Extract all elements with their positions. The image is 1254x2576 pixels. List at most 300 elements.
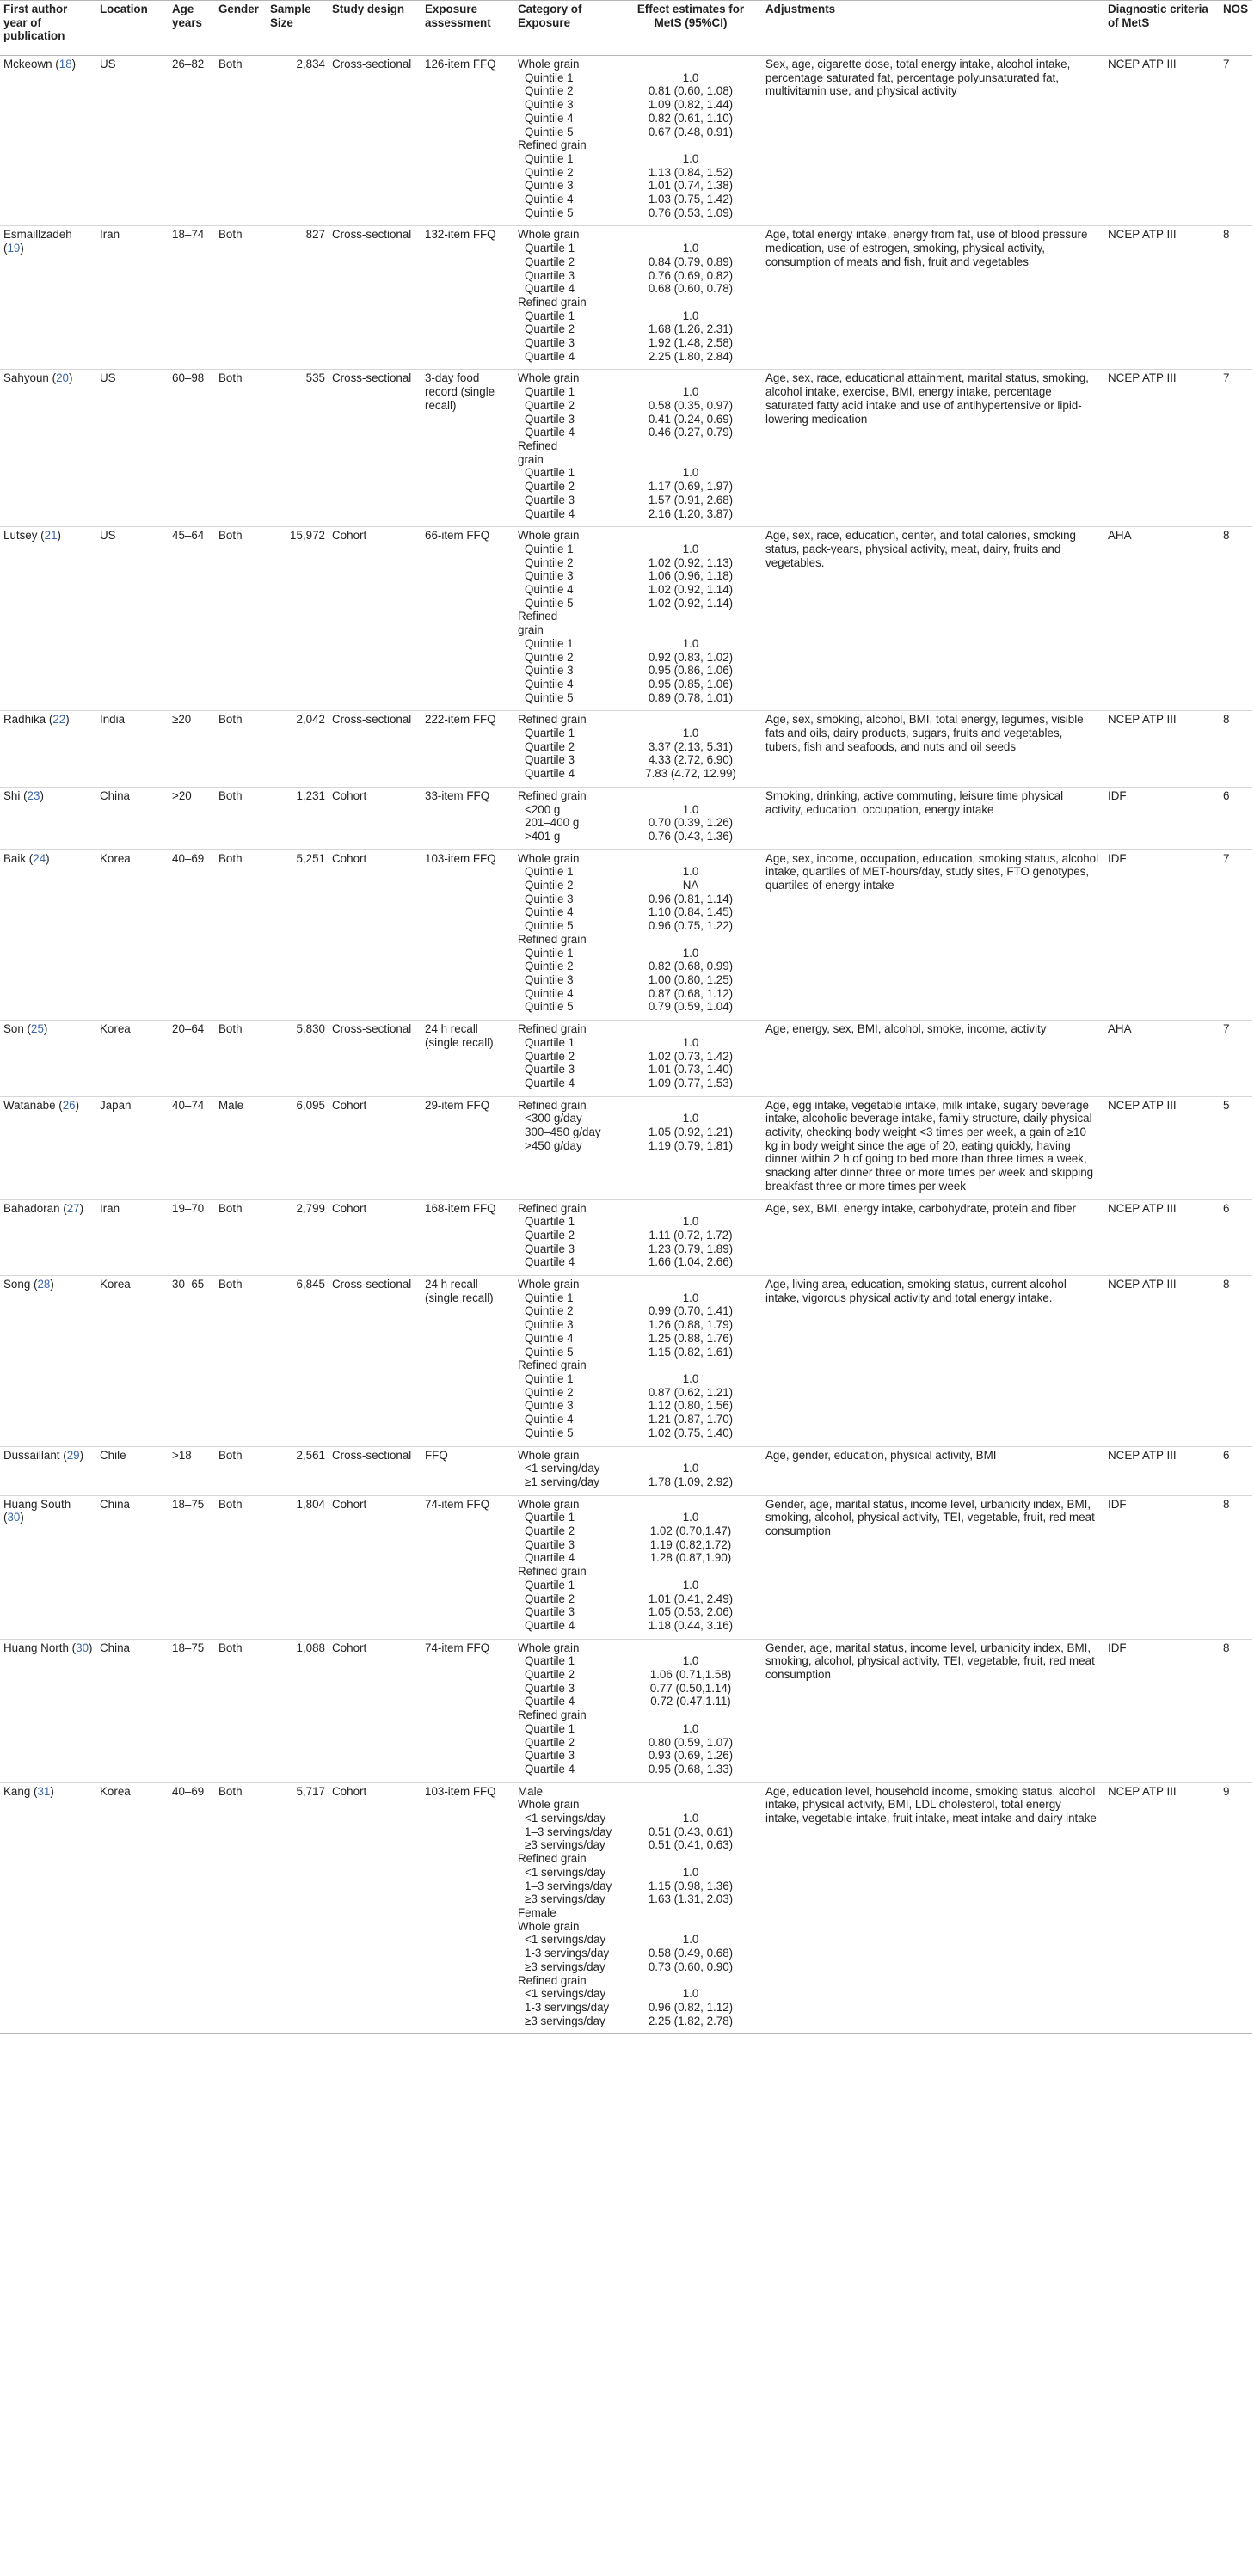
effect-estimate: 0.76 (0.69, 0.82) xyxy=(648,268,734,282)
effect-estimate: 1.15 (0.98, 1.36) xyxy=(648,1879,734,1892)
category-level: Quartile 4 xyxy=(525,1076,575,1089)
header-exposure-assessment: Exposure assessment xyxy=(421,1,514,56)
cell-diagnostic-criteria: IDF xyxy=(1104,849,1220,1020)
effect-estimate: 0.95 (0.86, 1.06) xyxy=(648,664,734,678)
effect-estimate: 1.15 (0.82, 1.61) xyxy=(648,1345,734,1359)
cell-gender: Both xyxy=(215,1782,267,2034)
effect-estimate xyxy=(623,439,759,453)
category-level: Quintile 2 xyxy=(525,1304,574,1318)
cell-adjustments: Age, sex, BMI, energy intake, carbohydrate, protein and fiber xyxy=(762,1199,1104,1276)
cell-author: Mckeown (18) xyxy=(0,56,96,226)
category-heading: Whole grain xyxy=(518,228,580,242)
effect-estimate: 0.68 (0.60, 0.78) xyxy=(648,282,734,296)
effect-estimate: 1.66 (1.04, 2.66) xyxy=(648,1255,734,1269)
author-name: Watanabe xyxy=(3,1098,56,1112)
category-level: Quartile 2 xyxy=(525,1524,575,1538)
effect-estimate xyxy=(623,1202,759,1216)
category-level: Quartile 1 xyxy=(525,727,575,740)
table-row xyxy=(0,370,1252,527)
effect-estimate xyxy=(623,1449,759,1463)
header-study-design: Study design xyxy=(329,1,421,56)
citation-ref: 23 xyxy=(27,788,40,802)
effect-estimate xyxy=(623,1641,759,1655)
category-level: Quintile 5 xyxy=(525,125,574,138)
cell-diagnostic-criteria: AHA xyxy=(1104,1021,1220,1097)
effect-estimate: 1.05 (0.92, 1.21) xyxy=(648,1125,734,1139)
citation-ref: 22 xyxy=(52,713,66,727)
header-age: Age years xyxy=(169,1,215,56)
cell-sample-size: 15,972 xyxy=(267,527,329,711)
author-name: Bahadoran xyxy=(3,1201,60,1215)
cell-diagnostic-criteria: IDF xyxy=(1104,1495,1220,1639)
cell-effect xyxy=(619,787,762,849)
cell-author: Huang South (30) xyxy=(0,1495,96,1639)
category-level: Quartile 3 xyxy=(525,753,575,767)
category-level: Quintile 1 xyxy=(525,542,574,555)
header-author: First author year of publication xyxy=(0,1,96,56)
category-level: ≥3 servings/day xyxy=(525,1892,605,1906)
citation-ref: 20 xyxy=(56,371,69,385)
cell-effect xyxy=(619,527,762,711)
category-heading: Whole grain xyxy=(518,1448,580,1462)
cell-location: China xyxy=(96,1639,169,1782)
cell-exposure-assessment: FFQ xyxy=(421,1446,514,1495)
author-name: Huang South xyxy=(3,1497,71,1511)
category-level: Quartile 2 xyxy=(525,1228,575,1242)
cell-effect xyxy=(619,56,762,226)
effect-estimate: 0.89 (0.78, 1.01) xyxy=(648,690,734,704)
effect-estimate: 1.0 xyxy=(682,1462,699,1475)
category-level: Quartile 2 xyxy=(525,1049,575,1063)
cell-diagnostic-criteria: NCEP ATP III xyxy=(1104,1446,1220,1495)
citation-ref: 30 xyxy=(76,1641,89,1654)
cell-location: US xyxy=(96,527,169,711)
cell-age: 40–69 xyxy=(169,1782,215,2034)
effect-estimate: 0.95 (0.85, 1.06) xyxy=(648,677,734,690)
cell-adjustments: Age, sex, income, occupation, education, smoking status, alcohol intake, quartiles of MET-hours/day, study sites, FTO genotypes, quartiles of energy intake xyxy=(762,849,1104,1020)
effect-estimate: 1.68 (1.26, 2.31) xyxy=(648,322,734,336)
cell-effect xyxy=(619,1782,762,2034)
table-header xyxy=(0,1,1252,56)
effect-estimate: 0.77 (0.50,1.14) xyxy=(649,1681,732,1695)
cell-adjustments: Age, gender, education, physical activity, BMI xyxy=(762,1446,1104,1495)
effect-estimate: 1.02 (0.92, 1.14) xyxy=(648,583,734,597)
effect-estimate xyxy=(623,1708,759,1722)
effect-estimate: 1.02 (0.70,1.47) xyxy=(649,1524,732,1538)
effect-estimate xyxy=(623,1798,759,1812)
effect-estimate xyxy=(623,1974,759,1988)
category-level: Quintile 4 xyxy=(525,1331,574,1345)
cell-nos: 7 xyxy=(1220,849,1252,1020)
category-heading: Whole grain xyxy=(518,58,580,71)
cell-age: 26–82 xyxy=(169,56,215,226)
citation-ref: 26 xyxy=(62,1098,76,1112)
cell-nos: 8 xyxy=(1220,1639,1252,1782)
category-level: Quintile 1 xyxy=(525,946,574,960)
effect-estimate: 1.0 xyxy=(682,865,699,879)
cell-author: Shi (23) xyxy=(0,787,96,849)
cell-category xyxy=(514,849,619,1020)
cell-category xyxy=(514,1782,619,2034)
citation-ref: 19 xyxy=(7,242,21,255)
cell-sample-size: 535 xyxy=(267,370,329,527)
effect-estimate xyxy=(623,789,759,803)
cell-gender: Both xyxy=(215,370,267,527)
cell-study-design: Cohort xyxy=(329,1495,421,1639)
category-level: Quartile 4 xyxy=(525,426,575,439)
cell-diagnostic-criteria: NCEP ATP III xyxy=(1104,370,1220,527)
cell-nos: 7 xyxy=(1220,56,1252,226)
cell-effect xyxy=(619,1096,762,1199)
effect-estimate: 2.25 (1.82, 2.78) xyxy=(648,2014,734,2027)
author-name: Huang North xyxy=(3,1641,69,1654)
cell-category xyxy=(514,1495,619,1639)
cell-effect xyxy=(619,1276,762,1446)
cell-effect xyxy=(619,1446,762,1495)
category-level: Quintile 3 xyxy=(525,569,574,583)
effect-estimate: 1.0 xyxy=(682,242,699,255)
cell-effect xyxy=(619,226,762,370)
cell-author: Radhika (22) xyxy=(0,711,96,788)
cell-author: Sahyoun (20) xyxy=(0,370,96,527)
category-level: Quintile 5 xyxy=(525,205,574,219)
table-row xyxy=(0,1021,1252,1097)
effect-estimate: 3.37 (2.13, 5.31) xyxy=(648,739,734,753)
category-level: Quintile 5 xyxy=(525,690,574,704)
cell-adjustments: Smoking, drinking, active commuting, leisure time physical activity, education, occupation, energy intake xyxy=(762,787,1104,849)
effect-estimate: 1.0 xyxy=(682,727,699,740)
category-heading: Refined grain xyxy=(518,1973,587,1987)
cell-diagnostic-criteria: NCEP ATP III xyxy=(1104,226,1220,370)
cell-nos: 5 xyxy=(1220,1096,1252,1199)
header-category: Category of Exposure xyxy=(514,1,619,56)
effect-estimate: 1.0 xyxy=(682,151,699,165)
header-diagnostic-criteria: Diagnostic criteria of MetS xyxy=(1104,1,1220,56)
cell-nos: 6 xyxy=(1220,1199,1252,1276)
effect-estimate: 1.0 xyxy=(682,1371,699,1385)
citation-ref: 28 xyxy=(37,1278,51,1291)
category-heading: Refined grain xyxy=(518,713,587,727)
cell-gender: Both xyxy=(215,1199,267,1276)
effect-estimate xyxy=(623,852,759,866)
category-level: Quintile 2 xyxy=(525,879,574,892)
cell-nos: 8 xyxy=(1220,527,1252,711)
cell-study-design: Cohort xyxy=(329,527,421,711)
cell-author: Esmaillzadeh (19) xyxy=(0,226,96,370)
category-level: Quartile 1 xyxy=(525,466,575,480)
category-heading: Refined grain xyxy=(518,1359,587,1372)
cell-study-design: Cross-sectional xyxy=(329,56,421,226)
category-level: <1 servings/day xyxy=(525,1865,606,1879)
cell-sample-size: 2,834 xyxy=(267,56,329,226)
category-level: Quartile 3 xyxy=(525,1605,575,1619)
cell-location: China xyxy=(96,1495,169,1639)
author-name: Radhika xyxy=(3,713,46,727)
effect-estimate: 1.0 xyxy=(682,1987,699,2001)
category-level: Quintile 5 xyxy=(525,919,574,933)
citation-ref: 31 xyxy=(37,1784,51,1798)
effect-estimate: 0.99 (0.70, 1.41) xyxy=(648,1304,734,1318)
cell-adjustments: Age, egg intake, vegetable intake, milk intake, sugary beverage intake, alcoholic beverage intake, family structure, daily physical activity, checking body weight <3 times per week, a gain of ≥10 kg in body weight since the age of 20, eating quickly, having dinner within 2 h of going to bed more than three times a week, snacking after dinner three or more times per week and skipping breakfast three or more times per week xyxy=(762,1096,1104,1199)
cell-adjustments: Age, total energy intake, energy from fat, use of blood pressure medication, use of estrogen, smoking, physical activity, consumption of meats and fish, fruit and vegetables xyxy=(762,226,1104,370)
cell-study-design: Cross-sectional xyxy=(329,711,421,788)
cell-author: Lutsey (21) xyxy=(0,527,96,711)
table-row xyxy=(0,1199,1252,1276)
effect-estimate: 1.17 (0.69, 1.97) xyxy=(648,480,734,494)
cell-diagnostic-criteria: NCEP ATP III xyxy=(1104,1199,1220,1276)
effect-estimate: 1.21 (0.87, 1.70) xyxy=(648,1413,734,1426)
category-level: Quintile 3 xyxy=(525,1399,574,1413)
author-name: Mckeown xyxy=(3,58,52,71)
cell-adjustments: Age, living area, education, smoking status, current alcohol intake, vigorous physical activity and total energy intake. xyxy=(762,1276,1104,1446)
effect-estimate: 1.10 (0.84, 1.45) xyxy=(648,905,734,919)
cell-location: Iran xyxy=(96,226,169,370)
table-body xyxy=(0,56,1252,2034)
header-sample-size: Sample Size xyxy=(267,1,329,56)
table-row xyxy=(0,1495,1252,1639)
category-level: Quartile 3 xyxy=(525,1749,575,1763)
table-row xyxy=(0,1096,1252,1199)
category-level: ≥3 servings/day xyxy=(525,1960,605,1973)
cell-age: 40–74 xyxy=(169,1096,215,1199)
category-level: Quintile 3 xyxy=(525,1318,574,1332)
cell-location: Chile xyxy=(96,1446,169,1495)
category-level: Quartile 4 xyxy=(525,1618,575,1632)
cell-exposure-assessment: 29-item FFQ xyxy=(421,1096,514,1199)
effect-estimate: 1.11 (0.72, 1.72) xyxy=(649,1228,733,1242)
cell-location: Korea xyxy=(96,1782,169,2034)
effect-estimate xyxy=(623,713,759,727)
effect-estimate: 0.87 (0.68, 1.12) xyxy=(648,986,734,1000)
citation-ref: 21 xyxy=(44,529,58,543)
cell-effect xyxy=(619,370,762,527)
category-heading: Male xyxy=(518,1784,544,1798)
effect-estimate xyxy=(623,529,759,543)
effect-estimate xyxy=(623,1565,759,1579)
category-level: Quintile 3 xyxy=(525,98,574,112)
category-level: Quartile 4 xyxy=(525,767,575,781)
effect-estimate: 1.06 (0.71,1.58) xyxy=(649,1668,732,1682)
author-name: Song xyxy=(3,1278,31,1291)
cell-exposure-assessment: 74-item FFQ xyxy=(421,1639,514,1782)
cell-sample-size: 5,251 xyxy=(267,849,329,1020)
category-level: Quartile 1 xyxy=(525,1721,575,1735)
category-level: 1-3 servings/day xyxy=(525,1947,610,1960)
cell-adjustments: Age, energy, sex, BMI, alcohol, smoke, income, activity xyxy=(762,1021,1104,1097)
category-heading: Whole grain xyxy=(518,1278,580,1291)
category-level: Quintile 2 xyxy=(525,165,574,179)
header-adjustments: Adjustments xyxy=(762,1,1104,56)
header-effect-estimates: Effect estimates for MetS (95%CI) xyxy=(619,1,762,56)
effect-estimate: 1.01 (0.74, 1.38) xyxy=(648,179,734,193)
cell-nos: 9 xyxy=(1220,1782,1252,2034)
cell-age: 40–69 xyxy=(169,849,215,1020)
effect-estimate xyxy=(623,1920,759,1934)
effect-estimate: 1.0 xyxy=(682,309,699,322)
effect-estimate: 0.82 (0.61, 1.10) xyxy=(648,111,734,125)
citation-ref: 27 xyxy=(66,1201,80,1215)
cell-category xyxy=(514,1639,619,1782)
cell-location: China xyxy=(96,787,169,849)
cell-sample-size: 2,561 xyxy=(267,1446,329,1495)
cell-nos: 7 xyxy=(1220,1021,1252,1097)
cell-gender: Both xyxy=(215,1639,267,1782)
cell-sample-size: 1,231 xyxy=(267,787,329,849)
cell-location: Korea xyxy=(96,849,169,1020)
cell-exposure-assessment: 33-item FFQ xyxy=(421,787,514,849)
category-level: Quintile 4 xyxy=(525,193,574,206)
category-level: Quartile 1 xyxy=(525,1578,575,1592)
category-level: Quartile 1 xyxy=(525,1215,575,1229)
category-level: Quartile 3 xyxy=(525,336,575,350)
category-level: Quartile 2 xyxy=(525,1592,575,1605)
cell-location: Japan xyxy=(96,1096,169,1199)
effect-estimate: 0.58 (0.49, 0.68) xyxy=(648,1947,734,1960)
cell-author: Watanabe (26) xyxy=(0,1096,96,1199)
cell-diagnostic-criteria: AHA xyxy=(1104,527,1220,711)
cell-exposure-assessment: 132-item FFQ xyxy=(421,226,514,370)
category-heading: Whole grain xyxy=(518,1641,580,1654)
cell-age: ≥20 xyxy=(169,711,215,788)
table-row xyxy=(0,787,1252,849)
cell-diagnostic-criteria: NCEP ATP III xyxy=(1104,56,1220,226)
category-level: Quintile 4 xyxy=(525,677,574,690)
category-level: Quintile 5 xyxy=(525,1345,574,1359)
effect-estimate: NA xyxy=(682,879,699,892)
effect-estimate: 1.0 xyxy=(682,1721,699,1735)
cell-effect xyxy=(619,1199,762,1276)
effect-estimate: 1.0 xyxy=(682,802,699,816)
category-heading: Refined grain xyxy=(518,138,587,152)
cell-location: Korea xyxy=(96,1021,169,1097)
cell-location: India xyxy=(96,711,169,788)
category-level: Quintile 4 xyxy=(525,986,574,1000)
cell-nos: 6 xyxy=(1220,787,1252,849)
cell-author: Son (25) xyxy=(0,1021,96,1097)
table-row xyxy=(0,711,1252,788)
category-level: Quintile 1 xyxy=(525,865,574,879)
effect-estimate: 1.26 (0.88, 1.79) xyxy=(648,1318,734,1332)
cell-age: 45–64 xyxy=(169,527,215,711)
category-level: Quartile 1 xyxy=(525,1035,575,1049)
category-level: Quartile 2 xyxy=(525,255,575,268)
category-level: Quartile 2 xyxy=(525,480,575,494)
cell-author: Baik (24) xyxy=(0,849,96,1020)
category-level: Quartile 4 xyxy=(525,1762,575,1776)
cell-effect xyxy=(619,1495,762,1639)
cell-study-design: Cohort xyxy=(329,787,421,849)
category-level: Quintile 1 xyxy=(525,636,574,650)
cell-gender: Both xyxy=(215,1276,267,1446)
effect-estimate: 2.16 (1.20, 3.87) xyxy=(648,506,734,520)
cell-sample-size: 1,804 xyxy=(267,1495,329,1639)
effect-estimate: 1.19 (0.79, 1.81) xyxy=(648,1138,734,1152)
cell-age: 30–65 xyxy=(169,1276,215,1446)
effect-estimate: 1.06 (0.96, 1.18) xyxy=(648,569,734,583)
category-level: <1 servings/day xyxy=(525,1987,606,2001)
category-level: >450 g/day xyxy=(525,1138,582,1152)
category-level: Quartile 2 xyxy=(525,1668,575,1682)
author-name: Sahyoun xyxy=(3,371,49,385)
cell-gender: Both xyxy=(215,849,267,1020)
cell-age: 18–75 xyxy=(169,1495,215,1639)
effect-spacer xyxy=(623,453,759,467)
effect-estimate: 1.03 (0.75, 1.42) xyxy=(648,193,734,206)
cell-nos: 8 xyxy=(1220,711,1252,788)
author-name: Dussaillant xyxy=(3,1448,60,1462)
cell-effect xyxy=(619,1021,762,1097)
category-level: 300–450 g/day xyxy=(525,1125,601,1139)
effect-estimate: 1.05 (0.53, 2.06) xyxy=(648,1605,734,1619)
effect-estimate: 0.72 (0.47,1.11) xyxy=(650,1695,731,1708)
cell-study-design: Cohort xyxy=(329,1639,421,1782)
category-heading: Refined grain xyxy=(518,932,587,946)
effect-estimate: 1.00 (0.80, 1.25) xyxy=(648,973,734,986)
cell-adjustments: Gender, age, marital status, income level, urbanicity index, BMI, smoking, alcohol, physical activity, TEI, vegetable, fruit, red meat consumption xyxy=(762,1495,1104,1639)
cell-exposure-assessment: 74-item FFQ xyxy=(421,1495,514,1639)
cell-diagnostic-criteria: IDF xyxy=(1104,787,1220,849)
category-heading: Whole grain xyxy=(518,371,580,385)
cell-category xyxy=(514,1199,619,1276)
category-level: Quartile 4 xyxy=(525,506,575,520)
cell-gender: Both xyxy=(215,1021,267,1097)
effect-estimate: 1.0 xyxy=(682,1035,699,1049)
cell-category xyxy=(514,527,619,711)
category-heading: Refined grain xyxy=(518,1708,587,1722)
effect-estimate: 1.28 (0.87,1.90) xyxy=(649,1551,732,1565)
cell-age: 18–75 xyxy=(169,1639,215,1782)
category-level: Quintile 4 xyxy=(525,111,574,125)
category-level: Quartile 4 xyxy=(525,1551,575,1565)
category-level: Quintile 2 xyxy=(525,84,574,98)
category-level: Quintile 5 xyxy=(525,1000,574,1014)
category-level: Quartile 2 xyxy=(525,322,575,336)
category-heading: Refined grain xyxy=(518,1852,587,1866)
effect-estimate xyxy=(623,371,759,385)
effect-estimate: 1.92 (1.48, 2.58) xyxy=(648,336,734,350)
cell-exposure-assessment: 103-item FFQ xyxy=(421,1782,514,2034)
category-level: Quartile 1 xyxy=(525,242,575,255)
category-level: Quintile 5 xyxy=(525,1426,574,1439)
effect-estimate xyxy=(623,138,759,152)
cell-category xyxy=(514,1276,619,1446)
cell-category xyxy=(514,1446,619,1495)
effect-estimate: 1.19 (0.82,1.72) xyxy=(649,1537,732,1551)
cell-exposure-assessment: 126-item FFQ xyxy=(421,56,514,226)
effect-estimate: 1.0 xyxy=(682,1112,699,1125)
category-heading: Whole grain xyxy=(518,851,580,865)
cell-gender: Both xyxy=(215,1446,267,1495)
effect-estimate: 1.0 xyxy=(682,1215,699,1229)
citation-ref: 25 xyxy=(31,1022,44,1036)
effect-estimate: 1.23 (0.79, 1.89) xyxy=(648,1242,734,1255)
effect-estimate: 0.46 (0.27, 0.79) xyxy=(648,426,734,439)
table-row xyxy=(0,56,1252,226)
cell-sample-size: 5,717 xyxy=(267,1782,329,2034)
header-row xyxy=(0,1,1252,56)
cell-exposure-assessment: 103-item FFQ xyxy=(421,849,514,1020)
cell-nos: 6 xyxy=(1220,1446,1252,1495)
effect-estimate: 1.02 (0.73, 1.42) xyxy=(648,1049,734,1063)
cell-sample-size: 5,830 xyxy=(267,1021,329,1097)
effect-estimate xyxy=(623,58,759,71)
cell-study-design: Cross-sectional xyxy=(329,226,421,370)
effect-estimate: 1.02 (0.75, 1.40) xyxy=(648,1426,734,1439)
effect-estimate: 1.63 (1.31, 2.03) xyxy=(648,1892,734,1906)
table-row xyxy=(0,527,1252,711)
cell-exposure-assessment: 222-item FFQ xyxy=(421,711,514,788)
cell-exposure-assessment: 24 h recall (single recall) xyxy=(421,1276,514,1446)
